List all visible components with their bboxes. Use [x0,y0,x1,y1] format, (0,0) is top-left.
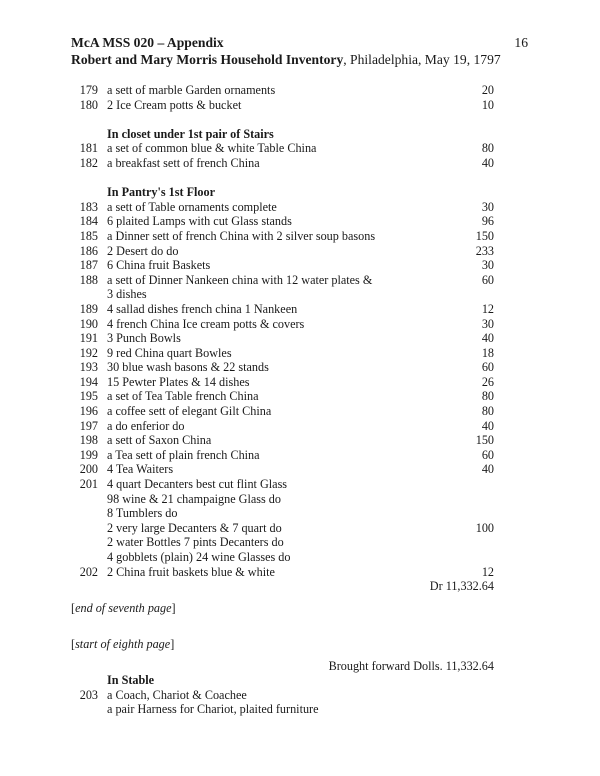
item-number: 202 [79,564,98,579]
inventory-item [0,375,600,390]
item-description: a Tea sett of plain french China [107,447,260,462]
item-number: 196 [79,404,98,419]
item-description: 3 dishes [107,287,147,302]
item-description: 6 China fruit Baskets [107,258,211,273]
inventory-item [0,389,600,404]
item-number: 200 [79,462,98,477]
section-pantry: In Pantry's 1st Floor [107,185,215,200]
inventory-item [0,448,600,463]
bracket-open: [ [71,600,76,615]
item-number: 185 [79,228,98,243]
item-description: 2 Desert do do [107,243,179,258]
brought-forward-row [0,659,600,674]
item-description: 8 Tumblers do [107,506,178,521]
item-number: 191 [79,331,98,346]
inventory-item [0,214,600,229]
item-number: 187 [79,258,98,273]
inventory-item [0,462,600,477]
item-description: 2 water Bottles 7 pints Decanters do [107,535,284,550]
item-value: 12 [481,564,494,579]
inventory-item [0,244,600,259]
item-number: 198 [79,433,98,448]
item-number: 190 [79,316,98,331]
item-number: 183 [79,199,98,214]
section-heading [0,127,600,142]
inventory-item [0,156,600,171]
item-description: a do enferior do [107,418,185,433]
item-value: 80 [481,389,494,404]
inventory-item [0,98,600,113]
item-description: 4 french China Ice cream potts & covers [107,316,305,331]
bracket-close: ] [170,636,175,651]
inventory-item [0,360,600,375]
item-description: 4 Tea Waiters [107,462,174,477]
item-number: 182 [79,155,98,170]
inventory-item [0,287,600,302]
section-heading [0,673,600,688]
section-stable: In Stable [107,673,155,688]
item-number: 181 [79,141,98,156]
item-description: a coffee sett of elegant Gilt China [107,404,272,419]
item-description: a Dinner sett of french China with 2 silver soup basons [107,228,376,243]
inventory-group-pantry [0,200,600,579]
item-number: 194 [79,374,98,389]
item-value: 26 [481,374,494,389]
item-description: 30 blue wash basons & 22 stands [107,360,269,375]
item-value: 10 [481,97,494,112]
item-value: 12 [481,301,494,316]
inventory-item [0,521,600,536]
item-description: a sett of Table ornaments complete [107,199,277,214]
item-number: 184 [79,214,98,229]
item-description: 2 China fruit baskets blue & white [107,564,275,579]
item-value: 30 [481,316,494,331]
item-number: 195 [79,389,98,404]
title-place-date: , Philadelphia, May 19, 1797 [343,52,501,67]
inventory-item [0,477,600,492]
item-value: 150 [475,433,494,448]
inventory-item [0,506,600,521]
item-number: 189 [79,301,98,316]
item-value: 150 [475,228,494,243]
item-description: 3 Punch Bowls [107,331,181,346]
item-description: a set of common blue & white Table China [107,141,317,156]
section-heading [0,185,600,200]
collection-heading: McA MSS 020 – Appendix [71,35,224,50]
item-value: 80 [481,141,494,156]
item-description: 4 sallad dishes french china 1 Nankeen [107,301,298,316]
bracket-close: ] [171,600,176,615]
item-number: 197 [79,418,98,433]
inventory-item [0,258,600,273]
total-row [0,579,600,594]
end-note-text: end of seventh page [75,600,172,615]
start-page-note [0,637,600,652]
start-note-text: start of eighth page [75,636,171,651]
item-value: 40 [481,155,494,170]
inventory-item [0,404,600,419]
item-value: 60 [481,447,494,462]
bracket-open: [ [71,636,76,651]
item-value: 80 [481,404,494,419]
item-value: 40 [481,418,494,433]
item-value: 40 [481,462,494,477]
end-page-note [0,601,600,616]
item-number: 203 [79,687,98,702]
item-description: 9 red China quart Bowles [107,345,232,360]
item-value: 30 [481,199,494,214]
item-value: 40 [481,331,494,346]
inventory-item [0,331,600,346]
inventory-group-closet [0,141,600,170]
inventory-group-stable [0,688,600,717]
inventory-item [0,688,600,703]
item-value: 60 [481,272,494,287]
item-description: a sett of Dinner Nankeen china with 12 water plates & [107,272,373,287]
item-value: 20 [481,83,494,97]
inventory-item [0,229,600,244]
item-value: 100 [475,520,494,535]
item-description: a breakfast sett of french China [107,155,260,170]
inventory-item [0,273,600,288]
item-description: a sett of Saxon China [107,433,212,448]
inventory-item [0,565,600,580]
item-value: 30 [481,258,494,273]
inventory-item [0,141,600,156]
item-number: 192 [79,345,98,360]
item-description: 6 plaited Lamps with cut Glass stands [107,214,292,229]
inventory-item [0,346,600,361]
title-bold: Robert and Mary Morris Household Inventory [71,52,344,67]
item-description: a set of Tea Table french China [107,389,259,404]
item-number: 199 [79,447,98,462]
item-number: 179 [79,83,98,97]
item-description: a sett of marble Garden ornaments [107,83,276,97]
item-description: a pair Harness for Chariot, plaited furniture [107,702,319,717]
inventory-item [0,535,600,550]
item-value: 60 [481,360,494,375]
item-value: 18 [481,345,494,360]
inventory-item [0,83,600,98]
inventory-item [0,492,600,507]
item-description: 2 very large Decanters & 7 quart do [107,520,282,535]
inventory-item [0,433,600,448]
item-description: 15 Pewter Plates & 14 dishes [107,374,250,389]
item-value: 233 [475,243,494,258]
item-number: 180 [79,97,98,112]
item-number: 188 [79,272,98,287]
inventory-item [0,200,600,215]
inventory-item [0,302,600,317]
section-closet: In closet under 1st pair of Stairs [107,126,274,141]
item-number: 201 [79,477,98,492]
page-number: 16 [514,35,528,50]
brought-forward: Brought forward Dolls. 11,332.64 [328,658,494,673]
inventory-body [0,83,600,717]
inventory-item [0,702,600,717]
item-description: 2 Ice Cream potts & bucket [107,97,242,112]
item-description: 4 gobblets (plain) 24 wine Glasses do [107,550,291,564]
inventory-group-a [0,83,600,112]
inventory-item [0,317,600,332]
item-description: 4 quart Decanters best cut flint Glass [107,477,288,492]
item-description: 98 wine & 21 champaigne Glass do [107,491,281,506]
page-total: Dr 11,332.64 [429,579,494,594]
item-number: 193 [79,360,98,375]
item-number: 186 [79,243,98,258]
item-description: a Coach, Chariot & Coachee [107,687,247,702]
inventory-item [0,419,600,434]
inventory-item [0,550,600,565]
document-title [71,52,501,68]
item-value: 96 [481,214,494,229]
